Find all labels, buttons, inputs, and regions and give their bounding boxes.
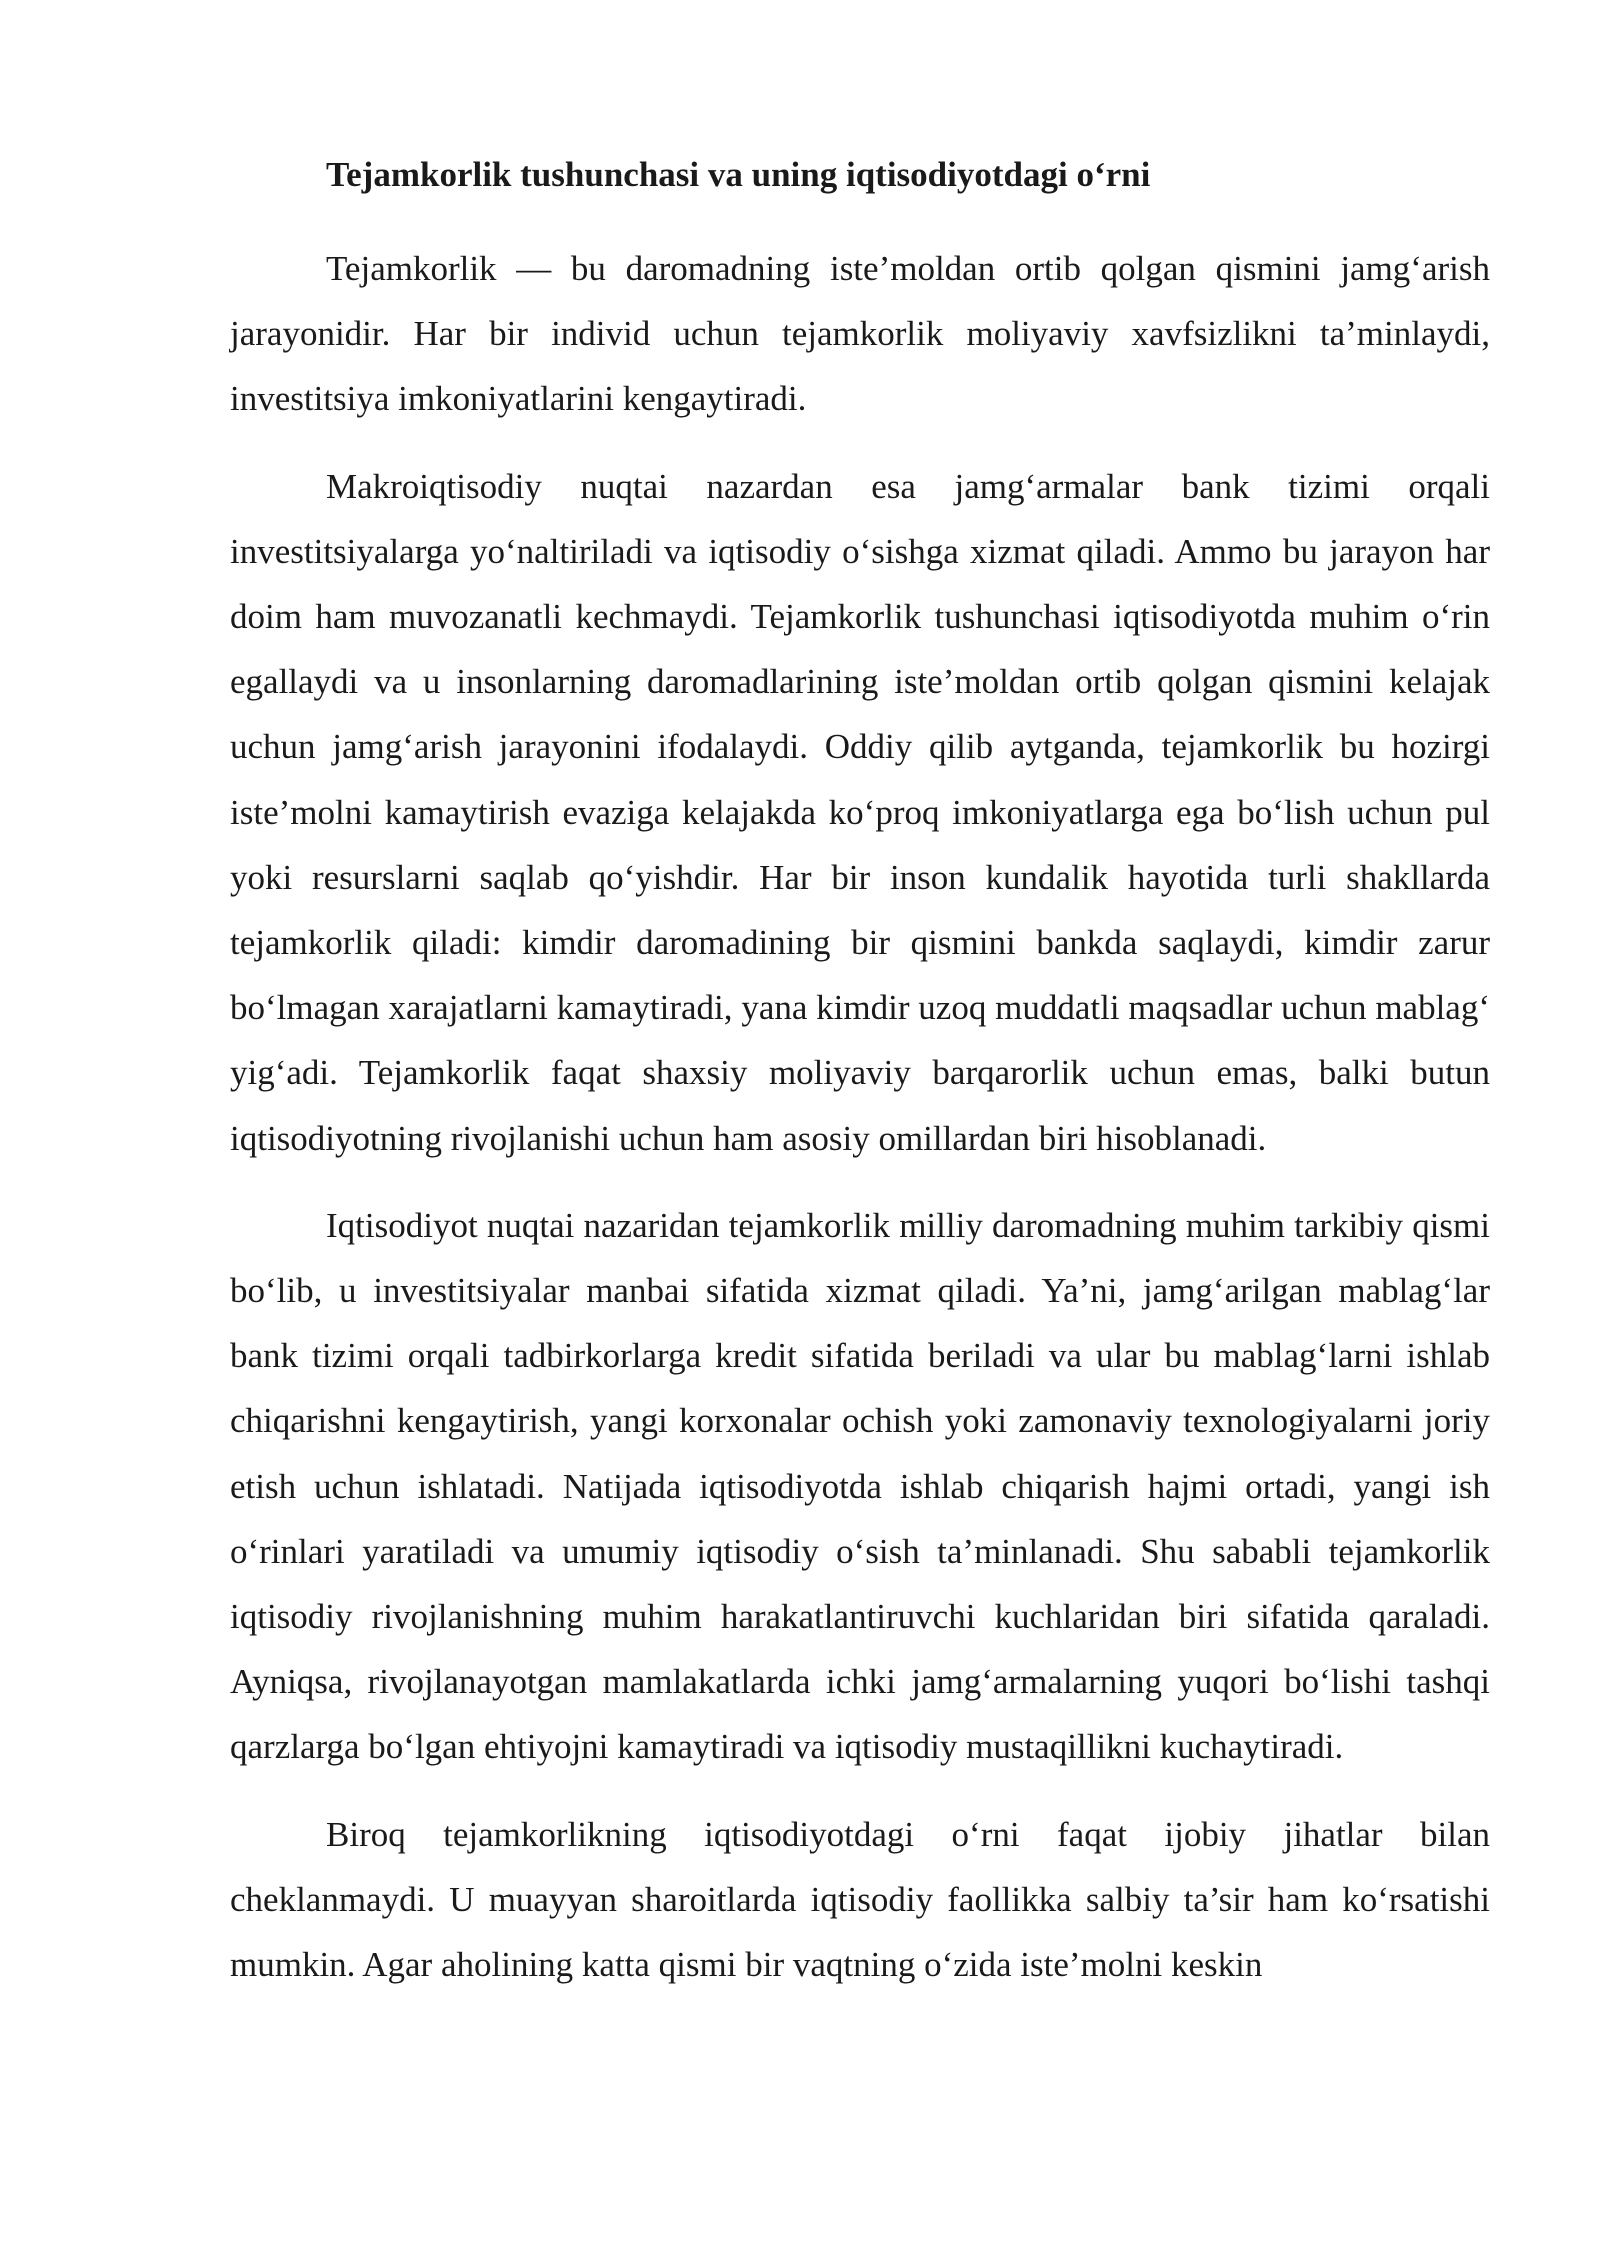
document-body: [230, 150, 1490, 2019]
paragraph-3: Iqtisodiyot nuqtai nazaridan tejamkorlik milliy daromadning muhim tarkibiy qismi bo‘lib, u investitsiyalar manbai sifatida xizmat qiladi. Ya’ni, jamg‘arilgan mablag‘lar bank tizimi orqali tadbirkorlarga kredit sifatida beriladi va ular bu mablag‘larni ishlab chiqarishni kengaytirish, yangi korxonalar ochish yoki zamonaviy texnologiyalarni joriy etish uchun ishlatadi. Natijada iqtisodiyotda ishlab chiqarish hajmi ortadi, yangi ish o‘rinlari yaratiladi va umumiy iqtisodiy o‘sish ta’minlanadi. Shu sababli tejamkorlik iqtisodiy rivojlanishning muhim harakatlantiruvchi kuchlaridan biri sifatida qaraladi. Ayniqsa, rivojlanayotgan mamlakatlarda ichki jamg‘armalarning yuqori bo‘lishi tashqi qarzlarga bo‘lgan ehtiyojni kamaytiradi va iqtisodiy mustaqillikni kuchaytiradi.: [230, 1205, 1490, 1767]
paragraph-4: Biroq tejamkorlikning iqtisodiyotdagi o‘rni faqat ijobiy jihatlar bilan cheklanmaydi. U muayyan sharoitlarda iqtisodiy faollikka salbiy ta’sir ham ko‘rsatishi mumkin. Agar aholining katta qismi bir vaqtning o‘zida iste’molni keskin: [230, 1814, 1490, 1985]
document-title: Tejamkorlik tushunchasi va uning iqtisodiyotdagi o‘rni: [326, 155, 1151, 194]
paragraph-1: Tejamkorlik — bu daromadning iste’moldan ortib qolgan qismini jamg‘arish jarayonidir. Har bir individ uchun tejamkorlik moliyaviy xavfsizlikni ta’minlaydi, investitsiya imkoniyatlarini kengaytiradi.: [230, 249, 1490, 419]
paragraph-2: Makroiqtisodiy nuqtai nazardan esa jamg‘armalar bank tizimi orqali investitsiyalarga yo‘naltiriladi va iqtisodiy o‘sishga xizmat qiladi. Ammo bu jarayon har doim ham muvozanatli kechmaydi. Tejamkorlik tushunchasi iqtisodiyotda muhim o‘rin egallaydi va u insonlarning daromadlarining iste’moldan ortib qolgan qismini kelajak uchun jamg‘arish jarayonini ifodalaydi. Oddiy qilib aytganda, tejamkorlik bu hozirgi iste’molni kamaytirish evaziga kelajakda ko‘proq imkoniyatlarga ega bo‘lish uchun pul yoki resurslarni saqlab qo‘yishdir. Har bir inson kundalik hayotida turli shakllarda tejamkorlik qiladi: kimdir daromadining bir qismini bankda saqlaydi, kimdir zarur bo‘lmagan xarajatlarni kamaytiradi, yana kimdir uzoq muddatli maqsadlar uchun mablag‘ yig‘adi. Tejamkorlik faqat shaxsiy moliyaviy barqarorlik uchun emas, balki butun iqtisodiyotning rivojlanishi uchun ham asosiy omillardan biri hisoblanadi.: [230, 466, 1490, 1158]
